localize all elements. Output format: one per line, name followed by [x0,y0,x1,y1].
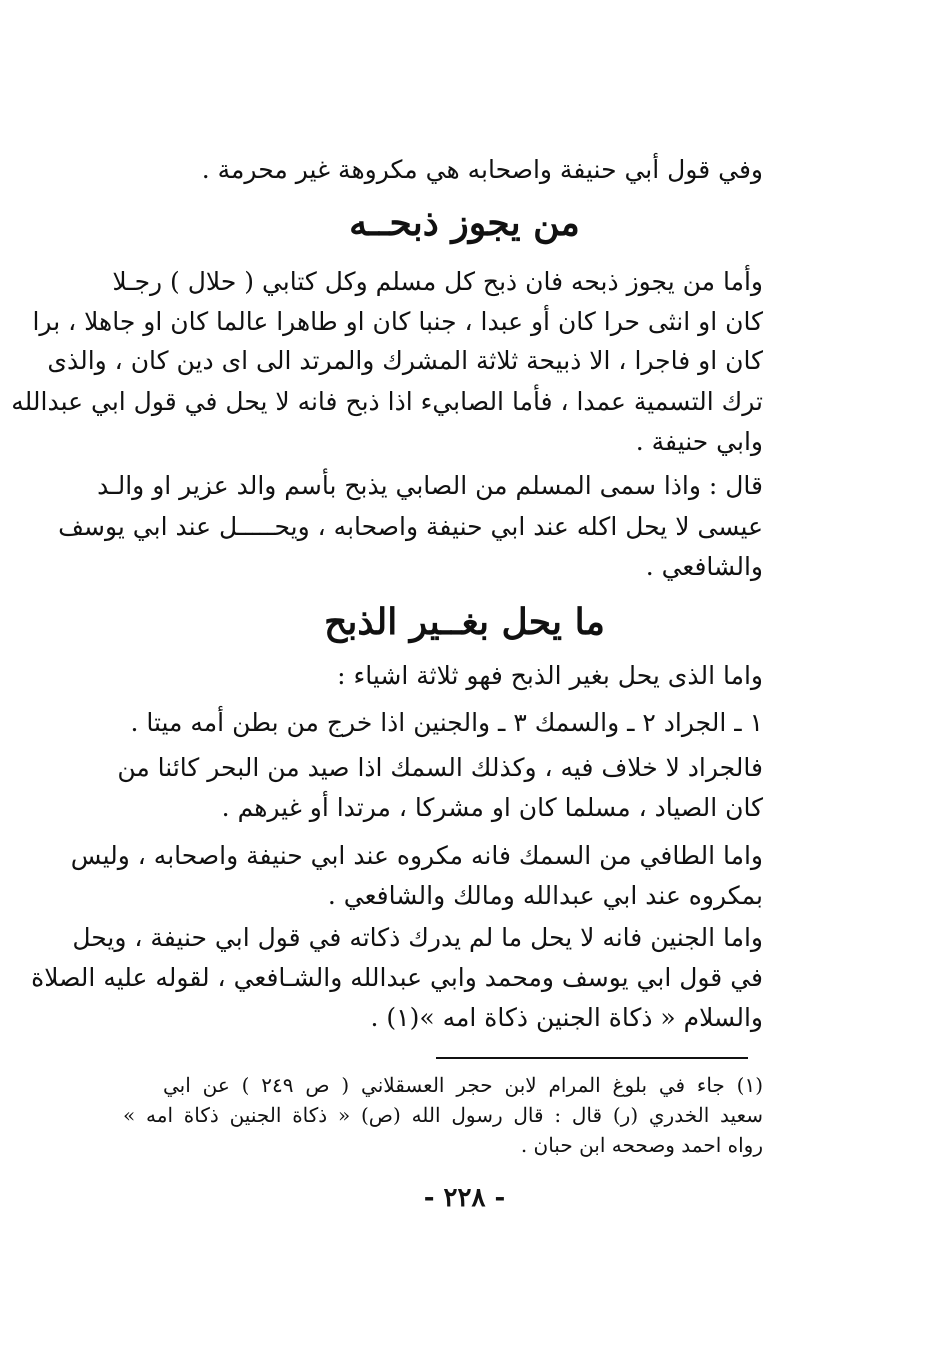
footnote-divider [436,1057,748,1059]
footnote-line: سعيد الخدري (ر) قال : قال رسول الله (ص) « ذكاة الجنين ذكاة امه » [123,1103,763,1127]
text-line: ١ ـ الجراد ٢ ـ والسمك ٣ ـ والجنين اذا خرج من بطن أمه ميتا . [130,708,763,737]
text-line: كان الصياد ، مسلما كان او مشركا ، مرتدا أو غيرهم . [221,793,763,822]
text-line: والشافعي . [645,552,763,581]
text-line: بمكروه عند ابي عبدالله ومالك والشافعي . [327,881,763,910]
text-line: قال : واذا سمى المسلم من الصابي يذبح بأسم والد عزير او والـد [97,471,763,500]
footnote-line: رواه احمد وصححه ابن حبان . [520,1133,763,1157]
footnote-line: (١) جاء في بلوغ المرام لابن حجر العسقلاني ( ص ٢٤٩ ) عن ابي [163,1073,763,1097]
text-line: ترك التسمية عمدا ، فأما الصابيء اذا ذبح فانه لا يحل في قول ابي عبدالله [11,387,763,416]
section-heading-who-may-slaughter: من يجوز ذبحــه [349,202,580,244]
page-number: - ٢٢٨ - [423,1183,506,1213]
text-line: عيسى لا يحل اكله عند ابي حنيفة واصحابه ، ويحـــــل عند ابي يوسف [58,512,763,541]
text-line: واما الذى يحل بغير الذبح فهو ثلاثة اشياء : [337,661,763,690]
text-line: واما الطافي من السمك فانه مكروه عند ابي حنيفة واصحابه ، وليس [70,841,763,870]
text-line: والسلام « ذكاة الجنين ذكاة امه »(١) . [370,1003,763,1032]
text-line: كان او انثى حرا كان أو عبدا ، جنبا كان او طاهرا عالما كان او جاهلا ، برا [32,307,763,336]
text-line: فالجراد لا خلاف فيه ، وكذلك السمك اذا صيد من البحر كائنا من [117,753,763,782]
text-line: وابي حنيفة . [635,427,763,456]
text-line: في قول ابي يوسف ومحمد وابي عبدالله والشـافعي ، لقوله عليه الصلاة [31,963,763,992]
section-heading-without-slaughter: ما يحل بغــير الذبح [324,601,605,643]
text-line: كان او فاجرا ، الا ذبيحة ثلاثة المشرك والمرتد الى اى دين كان ، والذى [47,346,763,375]
text-line: واما الجنين فانه لا يحل ما لم يدرك ذكاته في قول ابي حنيفة ، ويحل [72,923,763,952]
text-line: وأما من يجوز ذبحه فان ذبح كل مسلم وكل كتابي ( حلال ) رجـلا [112,267,763,296]
text-line: وفي قول أبي حنيفة واصحابه هي مكروهة غير محرمة . [201,155,763,184]
